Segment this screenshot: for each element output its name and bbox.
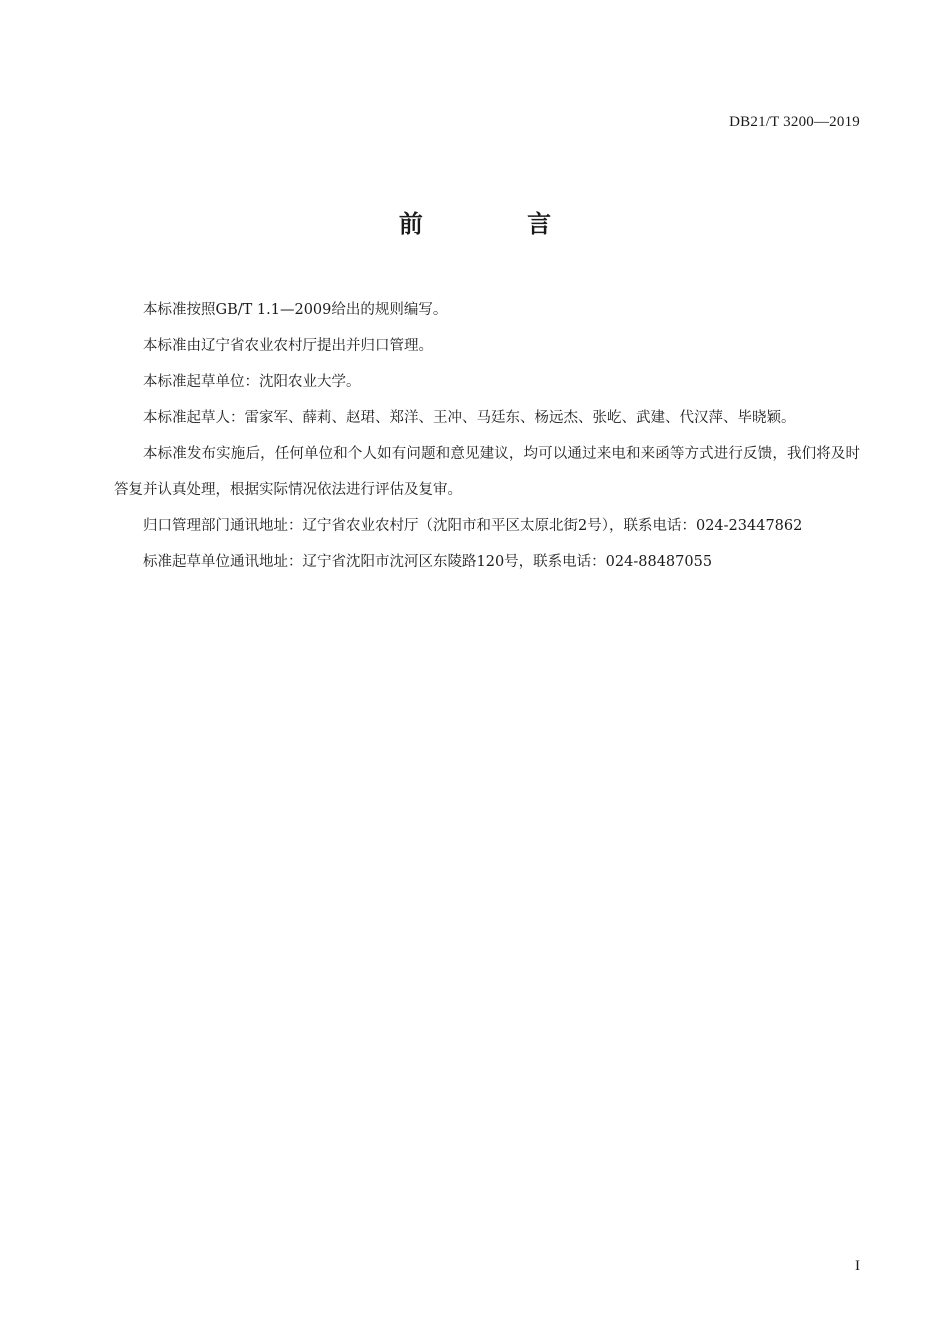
paragraph-proposer: 本标准由辽宁省农业农村厅提出并归口管理。 bbox=[143, 338, 433, 354]
paragraph-feedback: 本标准发布实施后，任何单位和个人如有问题和意见建议，均可以通过来电和来函等方式进行反馈，我们将及时答复并认真处理，根据实际情况依法进行评估及复审。 bbox=[114, 446, 860, 498]
paragraph-drafters: 本标准起草人：雷家军、薛莉、赵珺、郑洋、王冲、马廷东、杨远杰、张屹、武建、代汉萍、毕晓颖。 bbox=[143, 410, 796, 426]
foreword-body bbox=[114, 292, 860, 580]
page-number: I bbox=[855, 1258, 860, 1274]
paragraph-drafting-unit: 本标准起草单位：沈阳农业大学。 bbox=[143, 374, 361, 390]
paragraph-drafting-rules: 本标准按照GB/T 1.1—2009给出的规则编写。 bbox=[143, 302, 448, 318]
document-code: DB21/T 3200—2019 bbox=[729, 114, 860, 130]
paragraph-drafter-address: 标准起草单位通讯地址：辽宁省沈阳市沈河区东陵路120号，联系电话：024-88487055 bbox=[143, 554, 713, 570]
page-title: 前 言 bbox=[398, 210, 600, 238]
paragraph-admin-address: 归口管理部门通讯地址：辽宁省农业农村厅（沈阳市和平区太原北街2号），联系电话：024-23447862 bbox=[143, 518, 803, 534]
